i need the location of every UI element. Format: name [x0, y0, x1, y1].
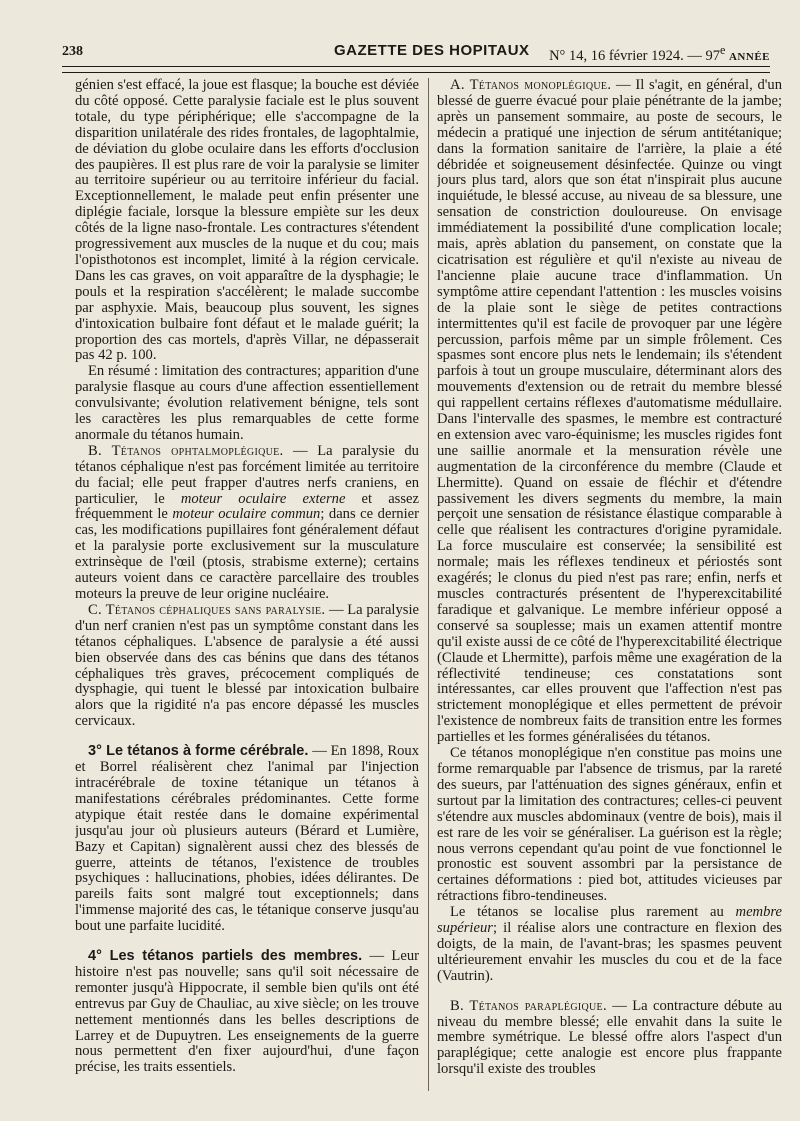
paragraph: C. Tétanos céphaliques sans paralysie. — La paralysie d'un nerf cranien n'est pas un symptôme constant dans les tétanos céphaliques. L'absence de paralysie a été aussi bien observée dans des cas bénins que dans des tétanos céphaliques très graves, précocement compliqués de dysphagie, qui tuent le blessé par intoxication bulbaire alors que la rigidité n'a pas encore dépassé les muscles cervicaux. [75, 601, 419, 730]
section-label: C. Tétanos céphaliques sans paralysie. [88, 601, 326, 618]
journal-title: GAZETTE DES HOPITAUX [334, 42, 530, 59]
section-heading: 4° Les tétanos partiels des membres. [88, 948, 363, 965]
paragraph: génien s'est effacé, la joue est flasque; la bouche est déviée du côté opposé. Cette paralysie faciale est le plus souvent totale, du type périphérique; elle s'accompagne de la disparition unilatérale des rides frontales, de lagophtalmie, de déviation du globe oculaire dans les efforts d'occlusion des paupières. Il est plus rare de voir la paralysie se limiter au territoire supérieur ou au territoire inférieur du facial. Exceptionnellement, le malade peut enfin présenter une diplégie faciale, lorsque la blessure empiète sur les deux côtés de la ligne naso-frontale. Les contractures s'étendent progressivement aux muscles de la nuque et du cou; mais l'opisthotonos est incomplet, limité à la région cervicale. Dans les cas graves, on voit apparaître de la dysphagie; le pouls et la respiration s'accélèrent; le malade succombe par asphyxie. Mais, beaucoup plus souvent, les signes d'intoxication bulbaire font défaut et le malade guérit; la proportion des cas mortels, d'après Villar, ne dépasserait pas 42 p. 100. [75, 78, 419, 364]
issue-annee: ANNÉE [728, 50, 770, 63]
section-heading: 3° Le tétanos à forme cérébrale. [88, 743, 309, 760]
issue-sup: e [719, 43, 726, 57]
left-column [75, 78, 419, 1099]
section-label: B. Tétanos paraplégique. [450, 997, 607, 1014]
paragraph: B. Tétanos ophtalmoplégique. — La paralysie du tétanos céphalique n'est pas forcément limitée au territoire du facial; elle peut frapper d'autres nerfs craniens, en particulier, le moteur oculaire externe et assez fréquemment le moteur oculaire commun; dans ce dernier cas, les modifications pupillaires font généralement défaut et la paralysie porte exclusivement sur la musculature extrinsèque de l'œil (ptosis, strabisme externe); certains auteurs voient dans ce caractère parcellaire des troubles moteurs la preuve de leur origine nucléaire. [75, 442, 419, 602]
right-column [437, 78, 782, 1099]
issue-date: N° 14, 16 février 1924. — 97 [549, 47, 720, 64]
paragraph: 3° Le tétanos à forme cérébrale. — En 1898, Roux et Borrel réalisèrent chez l'animal par l'injection intracérébrale de toxine tétanique un tétanos à manifestations cérébrales prédominantes. Cette forme atypique était restée dans le domaine expérimental jusqu'au jour où plusieurs auteurs (Bérard et Lumière, Bazy et Capitan) signalèrent aussi chez des blessés de guerre, atteints de tétanos, l'existence de troubles psychiques : hallucinations, phobies, idées délirantes. De pareils faits sont malgré tout exceptionnels; dans l'immense majorité des cas, le tétanique conserve jusqu'au bout une parfaite lucidité. [75, 743, 419, 935]
page-number: 238 [62, 44, 83, 59]
paragraph: Le tétanos se localise plus rarement au membre supérieur; il réalise alors une contracture en flexion des doigts, de la main, de l'avant-bras; les spasmes peuvent ultérieurement envahir les muscles du cou et de la face (Vautrin). [437, 904, 782, 984]
header-rule-thick [62, 66, 770, 67]
paragraph: 4° Les tétanos partiels des membres. — Leur histoire n'est pas nouvelle; sans qu'il soit nécessaire de remonter jusqu'à Hippocrate, il semble bien qu'ils ont été entrevus par Guy de Chauliac, au xive siècle; on les trouve nettement mentionnés dans les belles descriptions de Larrey et de Dupuytren. Les enseignements de la guerre nous permettent d'en fixer aujourd'hui, d'une façon précise, les traits essentiels. [75, 948, 419, 1076]
paragraph: A. Tétanos monoplégique. — Il s'agit, en général, d'un blessé de guerre évacué pour plaie pénétrante de la jambe; après un pansement sommaire, au poste de secours, le médecin a pratiqué une injection de sérum antitétanique; dans la formation sanitaire de l'arrière, la plaie a été débridée et soigneusement désinfectée. Quinze ou vingt jours plus tard, alors que son état n'inspirait plus aucune inquiétude, le blessé accuse, au niveau de sa blessure, une sensation de constriction douloureuse. On envisage immédiatement la possibilité d'une complication locale; mais, après ablation du pansement, on constate que la cicatrisation est régulière et qu'il n'existe au niveau de l'ancienne plaie aucune trace d'inflammation. Un symptôme attire cependant l'attention : les muscles voisins de la plaie sont le siège de petites contractions intermittentes qu'il est facile de provoquer par une légère percussion, parfois même par un simple frôlement. Ces spasmes sont encore plus nets le lendemain; ils s'étendent parfois à tout un groupe musculaire, déterminant alors des mouvements d'extension ou de retrait du membre blessé qui rappellent certains réflexes d'automatisme médullaire. Dans l'intervalle des spasmes, le membre est contracturé en extension avec varo-équinisme; les muscles rigides font une saillie anormale et la mensuration révèle une augmentation de la circonférence du membre (Claude et Lhermitte). Quand on essaie de fléchir et d'étendre passivement les divers segments du membre, la main perçoit une sensation de résistance élastique comparable à celle que réalisent les contractures d'origine pyramidale. La force musculaire est conservée; la sensibilité est normale; mais les réflexes tendineux et périostés sont exagérés; le clonus du pied n'est pas rare; enfin, nerfs et muscles contracturés présentent de l'hyperexcitabilité faradique et galvanique. Le membre inférieur opposé a conservé sa souplesse; mais un examen attentif montre qu'il existe aussi de ce côté de l'hyperexcitabilité électrique (Claude et Lhermitte), parfois même une exagération de la réflectivité tendineuse; ces constatations sont intéressantes, car elles prouvent que l'affection n'est pas strictement monoplégique et elles permettent de prévoir l'existence de nombreux faits de transition entre les formes partielles et les formes généralisées du tétanos. [437, 78, 782, 746]
header-rule-thin [62, 72, 770, 73]
column-divider [428, 78, 429, 1091]
paragraph: B. Tétanos paraplégique. — La contracture débute au niveau du membre blessé; elle envahit dans la suite le membre symétrique. Le blessé offre alors l'aspect d'un paraplégique; cette analogie est encore plus frappante lorsqu'il existe des troubles [437, 997, 782, 1078]
issue-line [549, 43, 770, 65]
page-header [62, 40, 778, 64]
section-label: A. Tétanos monoplégique. [450, 78, 612, 93]
paragraph: En résumé : limitation des contractures; apparition d'une paralysie flasque au cours d'une affection essentiellement convulsivante; évolution relativement bénigne, tels sont les caractères les plus remarquables de cette forme anormale du tétanos humain. [75, 363, 419, 443]
section-label: B. Tétanos ophtalmoplégique. [88, 442, 284, 459]
paragraph: Ce tétanos monoplégique n'en constitue pas moins une forme remarquable par l'absence de trismus, par la rareté des sueurs, par l'atténuation des signes généraux, enfin et surtout par la limitation des contractures; celles-ci peuvent s'étendre aux muscles abdominaux (ventre de bois), mais il est rare de les voir se généraliser. La guérison est la règle; nous verrons cependant qu'au point de vue fonctionnel le pronostic est souvent assombri par la persistance de certaines déformations : pied bot, attitudes vicieuses par rétractions fibro-tendineuses. [437, 745, 782, 905]
